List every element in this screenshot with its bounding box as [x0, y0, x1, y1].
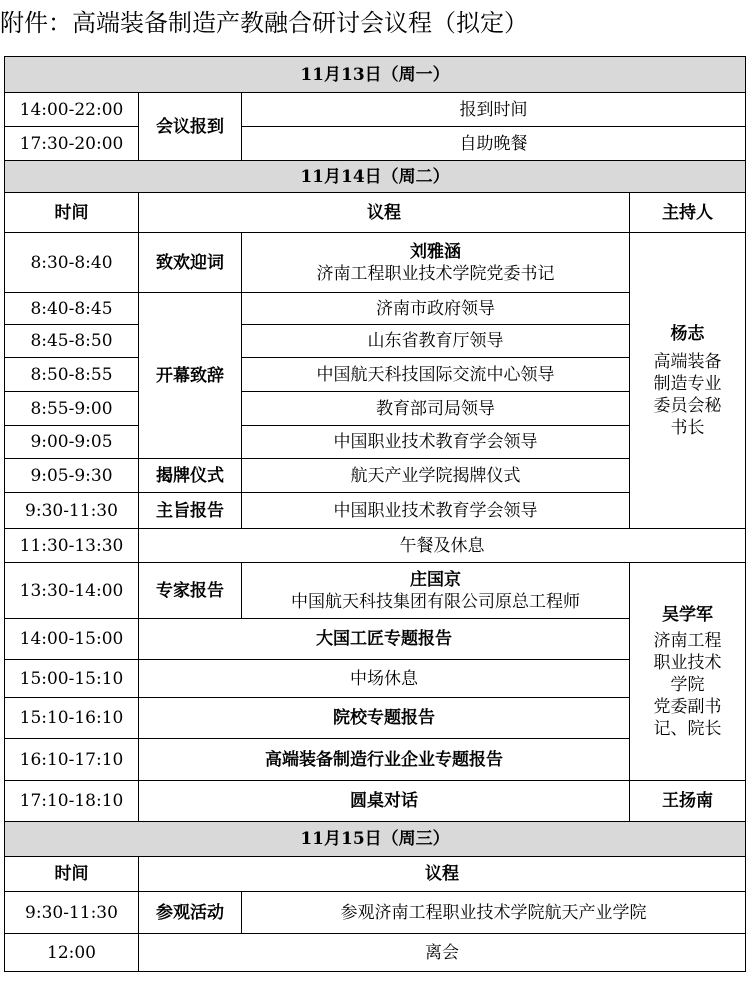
header-time: 时间 — [5, 193, 139, 233]
time-cell: 14:00-15:00 — [5, 619, 139, 660]
agenda-item: 中国职业技术教育学会领导 — [242, 493, 630, 529]
agenda-item: 中国职业技术教育学会领导 — [242, 426, 630, 459]
time-cell: 16:10-17:10 — [5, 739, 139, 781]
table-row — [5, 781, 746, 822]
category-cell: 专家报告 — [139, 563, 242, 619]
category-cell: 揭牌仪式 — [139, 459, 242, 493]
time-cell: 12:00 — [5, 934, 139, 972]
day-header-row — [5, 57, 746, 93]
table-row — [5, 529, 746, 563]
time-cell: 13:30-14:00 — [5, 563, 139, 619]
agenda-item: 中场休息 — [139, 660, 630, 698]
header-agenda: 议程 — [139, 193, 630, 233]
host-title-line: 制造专业 — [653, 373, 722, 394]
page-title: 附件：高端装备制造产教融合研讨会议程（拟定） — [0, 9, 528, 37]
host-name: 吴学军 — [662, 604, 713, 625]
column-header-row — [5, 193, 746, 233]
speaker-cell — [242, 233, 630, 293]
agenda-item: 航天产业学院揭牌仪式 — [242, 459, 630, 493]
host-title-line: 党委副书 — [653, 696, 722, 717]
agenda-item: 报到时间 — [242, 93, 746, 127]
speaker-name: 庄国京 — [410, 569, 461, 590]
agenda-item: 离会 — [139, 934, 746, 972]
agenda-item: 高端装备制造行业企业专题报告 — [139, 739, 630, 781]
day1-label: 11月13日（周一） — [5, 57, 746, 93]
header-host: 主持人 — [630, 193, 746, 233]
time-cell: 17:30-20:00 — [5, 127, 139, 161]
agenda-item: 参观济南工程职业技术学院航天产业学院 — [242, 892, 746, 934]
speaker-name: 刘雅涵 — [410, 241, 461, 262]
table-row — [5, 127, 746, 161]
host-title-line: 记、院长 — [653, 718, 722, 739]
host-title-line: 济南工程 — [653, 630, 722, 651]
category-cell: 会议报到 — [139, 93, 242, 161]
host-title-line: 学院 — [670, 674, 705, 695]
category-cell: 参观活动 — [139, 892, 242, 934]
host-name: 王扬南 — [630, 781, 746, 822]
agenda-item: 大国工匠专题报告 — [139, 619, 630, 660]
table-row — [5, 233, 746, 293]
category-cell: 主旨报告 — [139, 493, 242, 529]
time-cell: 8:55-9:00 — [5, 392, 139, 426]
host-title-line: 职业技术 — [653, 652, 722, 673]
agenda-item: 自助晚餐 — [242, 127, 746, 161]
agenda-item: 院校专题报告 — [139, 698, 630, 739]
time-cell: 8:50-8:55 — [5, 358, 139, 392]
time-cell: 8:40-8:45 — [5, 293, 139, 325]
category-cell: 开幕致辞 — [139, 293, 242, 459]
agenda-item: 圆桌对话 — [139, 781, 630, 822]
agenda-item: 教育部司局领导 — [242, 392, 630, 426]
time-cell: 17:10-18:10 — [5, 781, 139, 822]
day-header-row — [5, 161, 746, 193]
day2-label: 11月14日（周二） — [5, 161, 746, 193]
category-cell: 致欢迎词 — [139, 233, 242, 293]
speaker-cell — [242, 563, 630, 619]
agenda-item: 济南市政府领导 — [242, 293, 630, 325]
time-cell: 15:00-15:10 — [5, 660, 139, 698]
time-cell: 14:00-22:00 — [5, 93, 139, 127]
table-row — [5, 563, 746, 619]
time-cell: 9:30-11:30 — [5, 493, 139, 529]
host-cell — [630, 233, 746, 529]
column-header-row — [5, 857, 746, 892]
host-title-line: 高端装备 — [653, 351, 722, 372]
time-cell: 15:10-16:10 — [5, 698, 139, 739]
agenda-item: 山东省教育厅领导 — [242, 325, 630, 358]
agenda-item: 中国航天科技国际交流中心领导 — [242, 358, 630, 392]
host-title-line: 委员会秘 — [653, 395, 722, 416]
header-time: 时间 — [5, 857, 139, 892]
speaker-role: 中国航天科技集团有限公司原总工程师 — [291, 591, 580, 612]
table-row — [5, 892, 746, 934]
time-cell: 11:30-13:30 — [5, 529, 139, 563]
agenda-item: 午餐及休息 — [139, 529, 746, 563]
table-row — [5, 93, 746, 127]
time-cell: 8:30-8:40 — [5, 233, 139, 293]
day-header-row — [5, 822, 746, 857]
time-cell: 8:45-8:50 — [5, 325, 139, 358]
time-cell: 9:05-9:30 — [5, 459, 139, 493]
day3-label: 11月15日（周三） — [5, 822, 746, 857]
time-cell: 9:00-9:05 — [5, 426, 139, 459]
agenda-table — [4, 56, 746, 972]
table-row — [5, 934, 746, 972]
host-name: 杨志 — [670, 323, 705, 344]
host-title-line: 书长 — [670, 417, 705, 438]
header-agenda: 议程 — [139, 857, 746, 892]
host-cell — [630, 563, 746, 781]
time-cell: 9:30-11:30 — [5, 892, 139, 934]
speaker-role: 济南工程职业技术学院党委书记 — [316, 263, 555, 284]
